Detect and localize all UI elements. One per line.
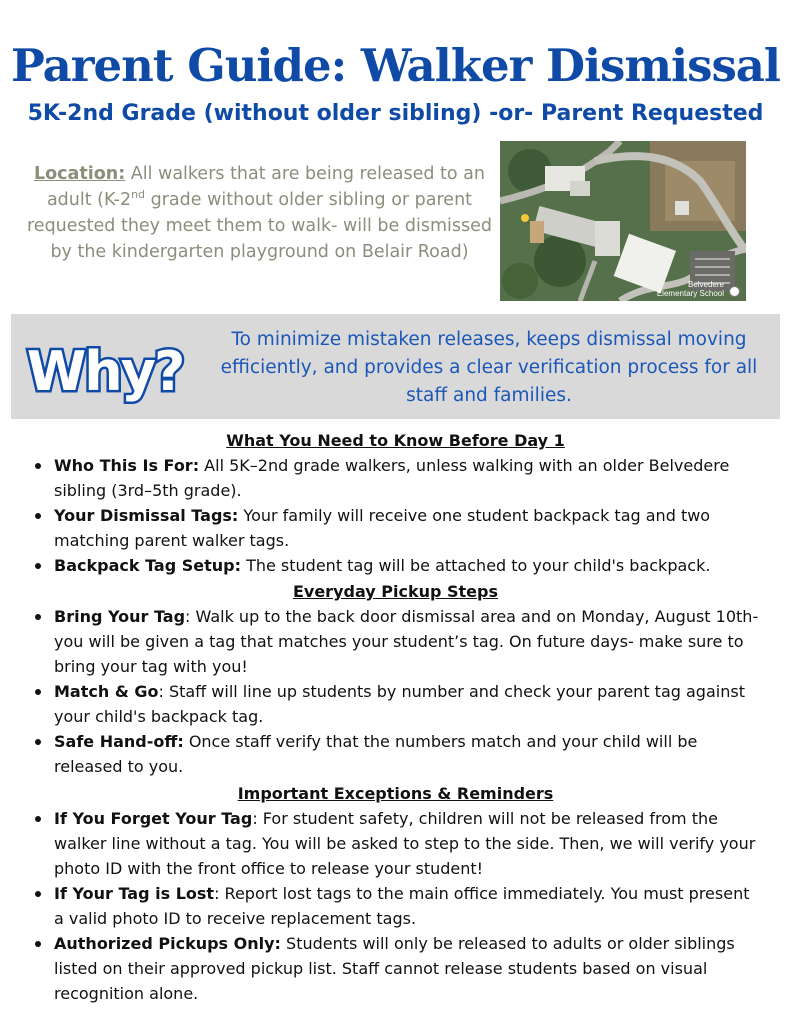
item-lead: Who This Is For: xyxy=(54,456,200,475)
list-item xyxy=(0,881,791,931)
location-text-b: grade without older sibling or parent requested they meet them to walk- will be dismissed by the kindergarten playground on Belair Road) xyxy=(27,190,492,262)
page-title: Parent Guide: Walker Dismissal xyxy=(10,39,781,92)
list-item xyxy=(0,729,791,779)
section-heading: Everyday Pickup Steps xyxy=(292,582,499,601)
section-before-day-1 xyxy=(0,428,791,578)
bullet-list xyxy=(0,604,791,779)
section-everyday-pickup xyxy=(0,579,791,779)
list-item xyxy=(0,806,791,881)
item-text: The student tag will be attached to your child's backpack. xyxy=(241,556,711,575)
list-item xyxy=(0,604,791,679)
item-text: : Walk up to the back door dismissal area and on Monday, August 10th- you will be given a tag that matches your student’s tag. On future days- make sure to bring your tag with you! xyxy=(54,607,759,676)
why-word-text: Why? xyxy=(26,340,184,403)
list-item xyxy=(0,503,791,553)
item-text: Your family will receive one student backpack tag and two matching parent walker tags. xyxy=(54,506,711,550)
item-text: Students will only be released to adults or older siblings listed on their approved pickup list. Staff cannot release students based on visual recognition alone. xyxy=(54,934,735,1003)
location-text-a: All walkers that are being released to an adult (K-2 xyxy=(46,164,485,210)
item-lead: Backpack Tag Setup: xyxy=(54,556,241,575)
page-subtitle: 5K-2nd Grade (without older sibling) -or- Parent Requested xyxy=(27,101,764,126)
item-lead: Bring Your Tag xyxy=(54,607,186,626)
map-pin-icon xyxy=(729,286,740,297)
map-caption xyxy=(657,280,724,298)
item-lead: If You Forget Your Tag xyxy=(54,809,253,828)
bullet-list xyxy=(0,806,791,1006)
section-heading: Important Exceptions & Reminders xyxy=(237,784,554,803)
map-caption-line1: Belvedere xyxy=(687,280,724,289)
why-heading xyxy=(18,328,193,408)
item-text: : Staff will line up students by number and check your parent tag against your child's backpack tag. xyxy=(54,682,745,726)
item-lead: Safe Hand-off: xyxy=(54,732,184,751)
item-text: : For student safety, children will not be released from the walker line without a tag. You will be asked to step to the side. Then, we will verify your photo ID with the front office to release your student! xyxy=(54,809,756,878)
location-label: Location: xyxy=(34,164,126,184)
item-text: All 5K–2nd grade walkers, unless walking with an older Belvedere sibling (3rd–5th grade). xyxy=(54,456,730,500)
list-item xyxy=(0,553,791,578)
map-caption-line2: Elementary School xyxy=(656,289,724,298)
list-item xyxy=(0,679,791,729)
section-heading: What You Need to Know Before Day 1 xyxy=(226,431,565,450)
bullet-list xyxy=(0,453,791,578)
item-lead: Your Dismissal Tags: xyxy=(54,506,239,525)
list-item xyxy=(0,931,791,1006)
item-lead: Authorized Pickups Only: xyxy=(54,934,281,953)
list-item xyxy=(0,453,791,503)
item-text: Once staff verify that the numbers match and your child will be released to you. xyxy=(54,732,698,776)
section-exceptions xyxy=(0,781,791,1006)
item-lead: If Your Tag is Lost xyxy=(54,884,215,903)
item-text: : Report lost tags to the main office immediately. You must present a valid photo ID to receive replacement tags. xyxy=(54,884,750,928)
aerial-map-image xyxy=(500,141,746,301)
why-explanation: To minimize mistaken releases, keeps dismissal moving efficiently, and provides a clear verification process for all staff and families. xyxy=(220,329,758,406)
location-sup: nd xyxy=(131,188,146,202)
location-block xyxy=(22,161,497,265)
item-lead: Match & Go xyxy=(54,682,159,701)
